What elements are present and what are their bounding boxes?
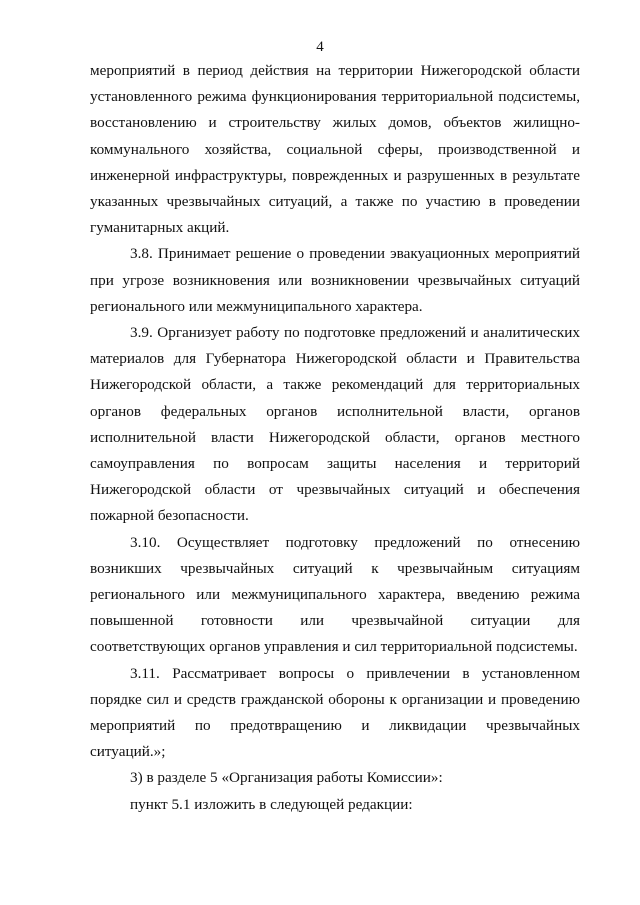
paragraph-3-8: 3.8. Принимает решение о проведении эвакуационных мероприятий при угрозе возникновения или возникновении чрезвычайных ситуаций регионального или межмуниципального характера. xyxy=(90,245,580,315)
document-body xyxy=(90,58,580,818)
page-number: 4 xyxy=(316,39,324,55)
paragraph-section-5-intro: 3) в разделе 5 «Организация работы Комиссии»: xyxy=(130,769,443,787)
paragraph-clause-5-1: пункт 5.1 изложить в следующей редакции: xyxy=(130,795,413,813)
paragraph-continuation: мероприятий в период действия на территории Нижегородской области установленного режима функционирования территориальной подсистемы, восстановлению и строительству жилых домов, объектов жилищно-коммунального хозяйства, социальной сферы, производственной и инженерной инфраструктуры, поврежденных и разрушенных в результате указанных чрезвычайных ситуаций, а также по участию в проведении гуманитарных акций. xyxy=(90,62,580,237)
paragraph-3-9: 3.9. Организует работу по подготовке предложений и аналитических материалов для Губернатора Нижегородской области и Правительства Нижегородской области, а также рекомендаций для территориальных органов федеральных органов исполнительной власти, органов исполнительной власти Нижегородской области, органов местного самоуправления по вопросам защиты населения и территорий Нижегородской области от чрезвычайных ситуаций и обеспечения пожарной безопасности. xyxy=(90,324,580,525)
paragraph-3-11: 3.11. Рассматривает вопросы о привлечении в установленном порядке сил и средств гражданской обороны к организации и проведению мероприятий по предотвращению и ликвидации чрезвычайных ситуаций.»; xyxy=(90,664,580,761)
paragraph-3-10: 3.10. Осуществляет подготовку предложений по отнесению возникших чрезвычайных ситуаций к чрезвычайным ситуациям регионального или межмуниципального характера, введению режима повышенной готовности или чрезвычайной ситуации для соответствующих органов управления и сил территориальной подсистемы. xyxy=(90,533,580,656)
